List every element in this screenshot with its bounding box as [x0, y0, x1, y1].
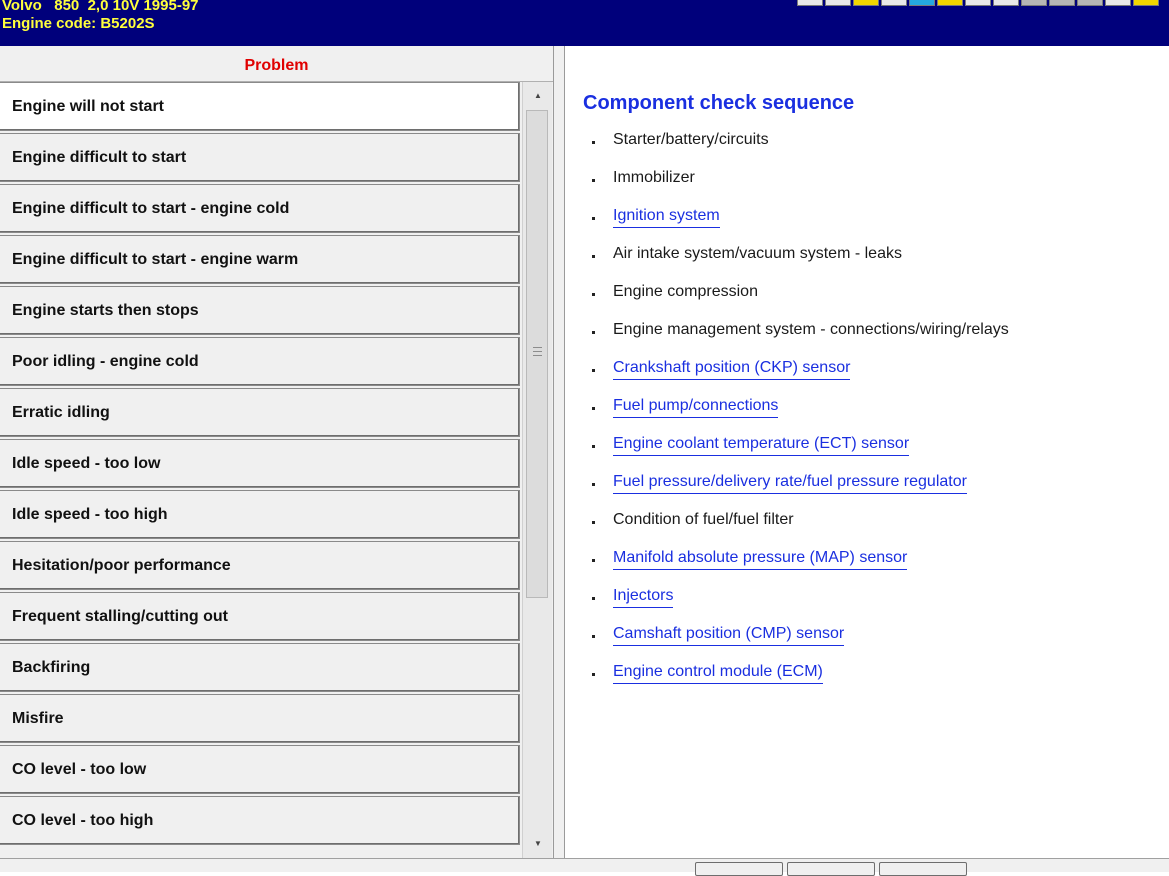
- bullet-icon: [592, 407, 595, 410]
- toolbar-button-1[interactable]: [797, 0, 823, 6]
- vehicle-title: Volvo 850 2,0 10V 1995-97: [2, 0, 199, 14]
- toolbar-button-5[interactable]: [909, 0, 935, 6]
- bullet-icon: [592, 521, 595, 524]
- bullet-icon: [592, 635, 595, 638]
- engine-code: Engine code: B5202S: [2, 15, 155, 32]
- check-sequence-pane: [565, 46, 1169, 858]
- toolbar-button-9[interactable]: [1021, 0, 1047, 6]
- toolbar-button-4[interactable]: [881, 0, 907, 6]
- problem-item[interactable]: Idle speed - too high: [0, 490, 520, 539]
- bullet-icon: [592, 445, 595, 448]
- sequence-link[interactable]: Camshaft position (CMP) sensor: [613, 625, 844, 646]
- toolbar-button-8[interactable]: [993, 0, 1019, 6]
- scroll-down-arrow-icon[interactable]: ▼: [534, 839, 542, 848]
- sequence-title: Component check sequence: [583, 92, 855, 114]
- pane-splitter[interactable]: [553, 46, 565, 858]
- problem-item[interactable]: Engine will not start: [0, 82, 520, 131]
- bullet-icon: [592, 559, 595, 562]
- sequence-link-item[interactable]: [583, 625, 845, 664]
- sequence-link[interactable]: Manifold absolute pressure (MAP) sensor: [613, 549, 907, 570]
- toolbar-button-7[interactable]: [965, 0, 991, 6]
- problem-item[interactable]: Poor idling - engine cold: [0, 337, 520, 386]
- sequence-link-item[interactable]: [583, 587, 674, 626]
- sequence-link-item[interactable]: [583, 207, 720, 246]
- sequence-link-item[interactable]: [583, 359, 851, 398]
- sequence-text: Condition of fuel/fuel filter: [613, 511, 794, 528]
- sequence-link-item[interactable]: [583, 435, 910, 474]
- sequence-link[interactable]: Engine coolant temperature (ECT) sensor: [613, 435, 909, 456]
- bullet-icon: [592, 673, 595, 676]
- scroll-up-arrow-icon[interactable]: ▲: [534, 91, 542, 100]
- bullet-icon: [592, 141, 595, 144]
- sequence-text: Air intake system/vacuum system - leaks: [613, 245, 902, 262]
- sequence-item: [583, 283, 758, 322]
- problem-pane: [0, 46, 553, 858]
- sequence-link-item[interactable]: [583, 663, 823, 702]
- sequence-item: [583, 169, 695, 208]
- sequence-link[interactable]: Fuel pressure/delivery rate/fuel pressure regulator: [613, 473, 967, 494]
- sequence-link[interactable]: Engine control module (ECM): [613, 663, 823, 684]
- sequence-link-item[interactable]: [583, 397, 779, 436]
- sequence-item: [583, 245, 902, 284]
- sequence-link[interactable]: Crankshaft position (CKP) sensor: [613, 359, 850, 380]
- problem-item[interactable]: Backfiring: [0, 643, 520, 692]
- sequence-link[interactable]: Injectors: [613, 587, 673, 608]
- toolbar-button-11[interactable]: [1077, 0, 1103, 6]
- problem-list: [0, 82, 522, 858]
- bottom-bar: [0, 858, 1169, 872]
- sequence-link[interactable]: Ignition system: [613, 207, 720, 228]
- bullet-icon: [592, 483, 595, 486]
- toolbar: [797, 0, 1159, 6]
- sequence-text: Engine management system - connections/wiring/relays: [613, 321, 1009, 338]
- toolbar-button-3[interactable]: [853, 0, 879, 6]
- problem-item[interactable]: Erratic idling: [0, 388, 520, 437]
- sequence-item: [583, 131, 769, 170]
- problem-item[interactable]: Frequent stalling/cutting out: [0, 592, 520, 641]
- problem-item[interactable]: Misfire: [0, 694, 520, 743]
- title-header: [0, 0, 1169, 46]
- bullet-icon: [592, 597, 595, 600]
- bullet-icon: [592, 293, 595, 296]
- check-sequence-list: [583, 131, 1009, 702]
- sequence-text: Immobilizer: [613, 169, 695, 186]
- toolbar-button-2[interactable]: [825, 0, 851, 6]
- problem-item[interactable]: Engine difficult to start - engine cold: [0, 184, 520, 233]
- toolbar-button-13[interactable]: [1133, 0, 1159, 6]
- sequence-item: [583, 321, 1009, 360]
- toolbar-button-12[interactable]: [1105, 0, 1131, 6]
- bullet-icon: [592, 179, 595, 182]
- problem-item[interactable]: Hesitation/poor performance: [0, 541, 520, 590]
- problem-item[interactable]: CO level - too high: [0, 796, 520, 845]
- bullet-icon: [592, 255, 595, 258]
- problem-list-scrollbar[interactable]: [522, 82, 552, 858]
- sequence-text: Engine compression: [613, 283, 758, 300]
- scrollbar-thumb[interactable]: [526, 110, 548, 598]
- bottom-nav-button-1[interactable]: [695, 862, 783, 876]
- bottom-nav-button-2[interactable]: [787, 862, 875, 876]
- problem-item[interactable]: Engine starts then stops: [0, 286, 520, 335]
- sequence-link-item[interactable]: [583, 473, 967, 512]
- bullet-icon: [592, 217, 595, 220]
- sequence-link-item[interactable]: [583, 549, 908, 588]
- toolbar-button-10[interactable]: [1049, 0, 1075, 6]
- sequence-text: Starter/battery/circuits: [613, 131, 769, 148]
- problem-item[interactable]: CO level - too low: [0, 745, 520, 794]
- problem-item[interactable]: Engine difficult to start: [0, 133, 520, 182]
- bullet-icon: [592, 369, 595, 372]
- toolbar-button-6[interactable]: [937, 0, 963, 6]
- problem-item[interactable]: Engine difficult to start - engine warm: [0, 235, 520, 284]
- problem-item[interactable]: Idle speed - too low: [0, 439, 520, 488]
- problem-column-header: Problem: [0, 46, 553, 82]
- bullet-icon: [592, 331, 595, 334]
- sequence-link[interactable]: Fuel pump/connections: [613, 397, 778, 418]
- scrollbar-grip-icon: [533, 347, 542, 356]
- bottom-nav-button-3[interactable]: [879, 862, 967, 876]
- sequence-item: [583, 511, 794, 550]
